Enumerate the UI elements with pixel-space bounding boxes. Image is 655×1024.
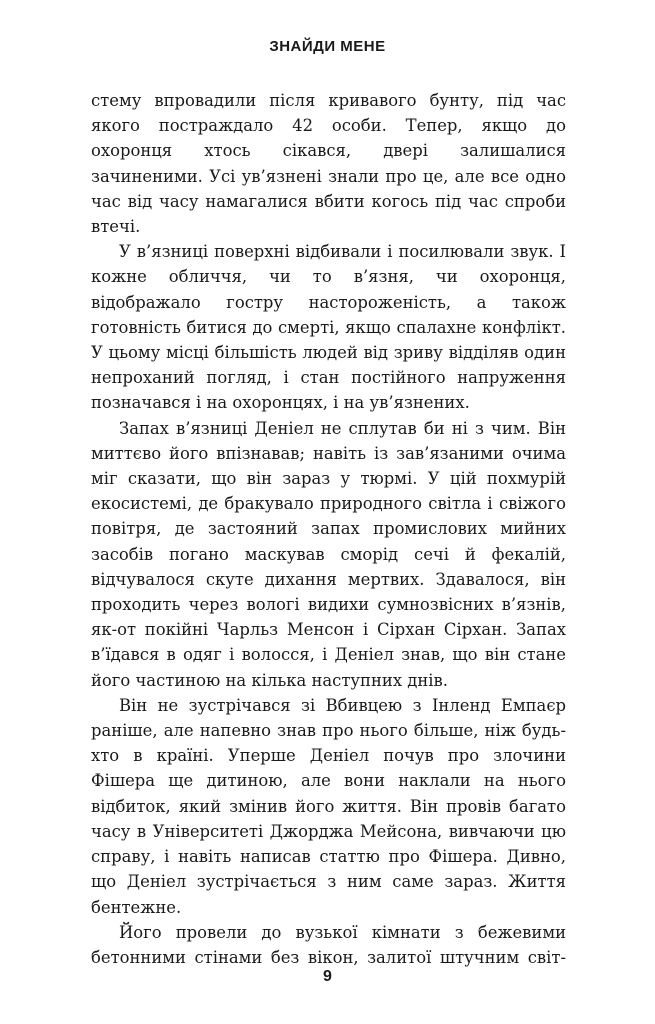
paragraph-4: Він не зустрічався зі Вбивцею з Інленд Емпаєр раніше, але напевно знав про нього більше, ніж будь-хто в країні. Уперше Деніел почув про злочини Фішера ще дитиною, але вони наклали на нього відбиток, який змінив його життя. Він провів багато часу в Університеті Джорджа Мейсона, вивчаючи цю справу, і навіть написав статтю про Фішера. Дивно, що Деніел зустрічається з ним саме зараз. Життя бентежне. — [91, 695, 566, 917]
paragraph-1: стему впровадили після кривавого бунту, під час якого постраждало 42 особи. Тепер, якщо до охоронця хтось сікався, двері залишалися зачиненими. Усі ув’язнені знали про це, але все одно час від часу намагалися вбити когось під час спроби втечі. — [91, 91, 566, 237]
page-number: 9 — [323, 968, 332, 985]
paragraph-2: У в’язниці поверхні відбивали і посилювали звук. І кожне обличчя, чи то в’язня, чи охоронця, відображало гостру настороженість, а також готовність битися до смерті, якщо спалахне конфлікт. У цьому місці більшість людей від зриву відділяв один непроханий погляд, і стан постійного напруження позначався і на охоронцях, і на ув’язнених. — [91, 242, 566, 413]
body-text — [91, 88, 566, 970]
paragraph-3: Запах в’язниці Деніел не сплутав би ні з чим. Він миттєво його впізнавав; навіть із зав’язаними очима міг сказати, що він зараз у тюрмі. У цій похмурій екосистемі, де бракувало природного світла і свіжого повітря, де застояний запах промислових мийних засобів погано маскував сморід сечі й фекалій, відчувалося скуте дихання мертвих. Здавалося, він проходить через вологі видихи сумнозвісних в’язнів, як-от покійні Чарльз Менсон і Сірхан Сірхан. Запах в’їдався в одяг і волосся, і Деніел знав, що він стане його частиною на кілька наступних днів. — [91, 418, 566, 690]
paragraph-5: Його провели до вузької кімнати з бежевими бетонними стінами без вікон, залитої штучним світ- — [91, 922, 566, 967]
running-head: ЗНАЙДИ МЕНЕ — [269, 38, 386, 55]
